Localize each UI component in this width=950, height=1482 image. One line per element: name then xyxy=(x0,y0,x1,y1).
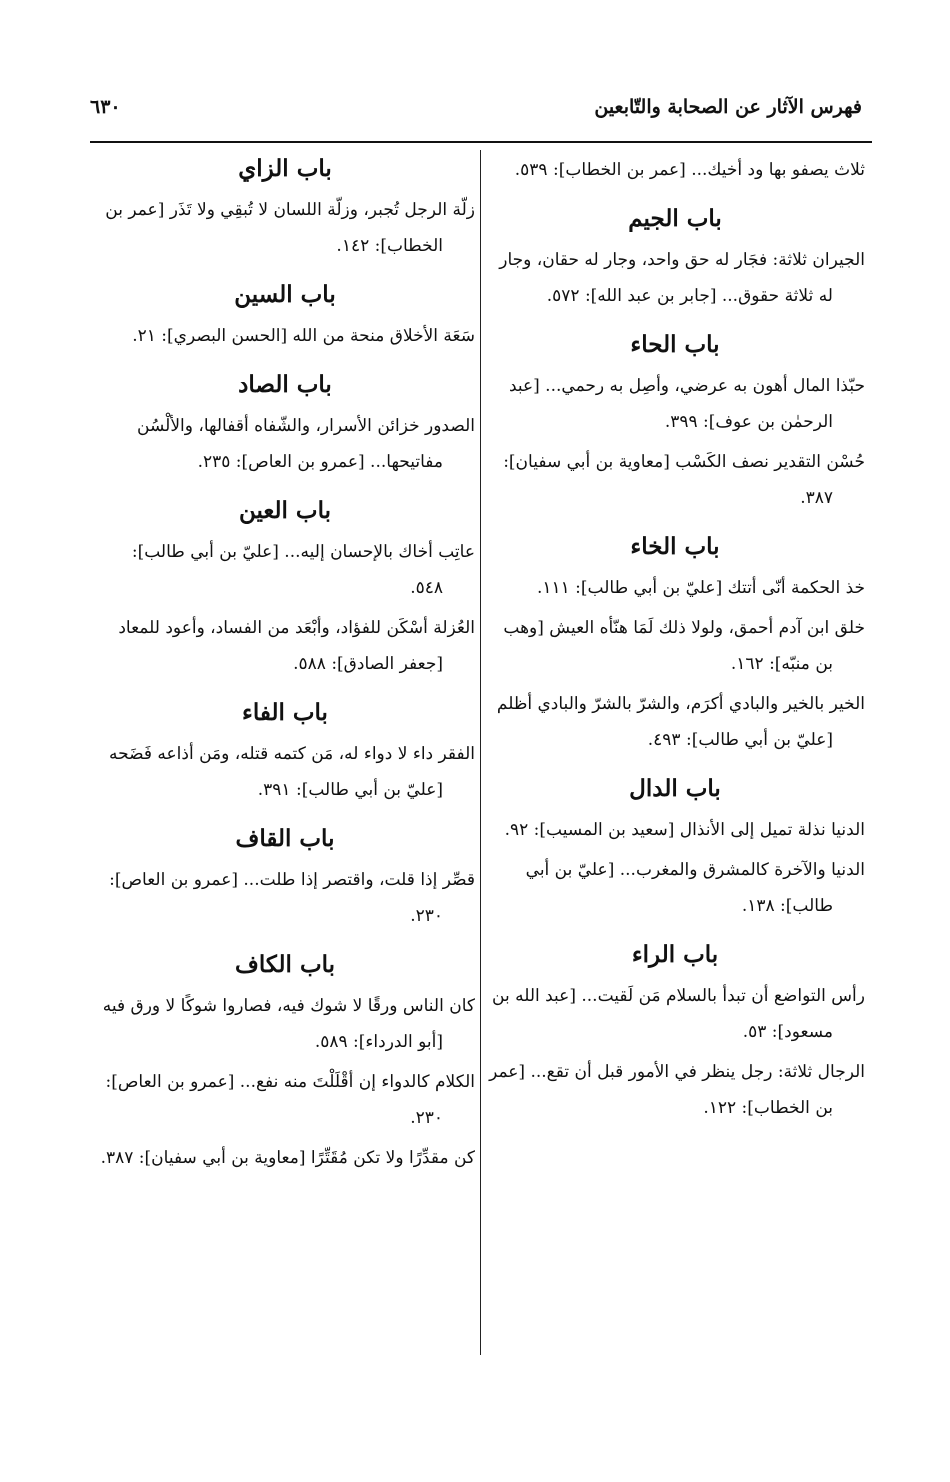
index-entry: العُزلة أسْكَن للفؤاد، وأبْعَد من الفساد، وأعود للمعاد [جعفر الصادق]: ٥٨٨. xyxy=(118,618,475,674)
index-entry: كن مقدِّرًا ولا تكن مُقَتِّرًا [معاوية بن أبي سفيان]: ٣٨٧. xyxy=(100,1148,475,1168)
section-heading: باب العين xyxy=(238,497,331,524)
left-column xyxy=(95,150,475,1180)
section-heading: باب الدال xyxy=(629,775,721,802)
section-heading: باب الفاء xyxy=(242,699,328,726)
index-entry: رأس التواضع أن تبدأ بالسلام مَن لَقيت... [عبد الله بن مسعود]: ٥٣. xyxy=(492,986,865,1042)
index-entry: الدنيا نذلة تميل إلى الأنذال [سعيد بن المسيب]: ٩٢. xyxy=(504,820,865,840)
index-entry: الفقر داء لا دواء له، مَن كتمه قتله، ومَن أذاعه فَضَحه [عليّ بن أبي طالب]: ٣٩١. xyxy=(109,744,475,800)
page-number: ٦٣٠ xyxy=(90,96,121,118)
index-entry: الجيران ثلاثة: فجَار له حق واحد، وجار له حقان، وجار له ثلاثة حقوق... [جابر بن عبد الله]: ٥٧٢. xyxy=(499,250,865,306)
index-entry: الدنيا والآخرة كالمشرق والمغرب... [عليّ بن أبي طالب]: ١٣٨. xyxy=(525,860,865,916)
section-heading: باب الصاد xyxy=(238,371,332,398)
index-entry: سَعَة الأخلاق منحة من الله [الحسن البصري]: ٢١. xyxy=(132,326,475,346)
index-entry: خذ الحكمة أنّى أتتك [عليّ بن أبي طالب]: ١١١. xyxy=(536,578,865,598)
page-header xyxy=(90,96,862,136)
section-heading: باب السين xyxy=(234,281,336,308)
index-entry: ثلاث يصفو بها ود أخيك... [عمر بن الخطاب]: ٥٣٩. xyxy=(514,160,865,180)
header-title: فهرس الآثار عن الصحابة والتّابعين xyxy=(594,96,862,118)
index-entry: قصِّر إذا قلت، واقتصر إذا طلت... [عمرو بن العاص]: ٢٣٠. xyxy=(109,870,475,926)
index-entry: الصدور خزائن الأسرار، والشّفاه أقفالها، والألْسُن مفاتيحها... [عمرو بن العاص]: ٢٣٥. xyxy=(137,416,475,472)
index-entry: الرجال ثلاثة: رجل ينظر في الأمور قبل أن تقع... [عمر بن الخطاب]: ١٢٢. xyxy=(489,1062,865,1118)
section-heading: باب القاف xyxy=(235,825,335,852)
right-column xyxy=(485,150,865,1130)
index-entry: الخير بالخير والبادي أكرَم، والشرّ بالشرّ والبادي أظلم [عليّ بن أبي طالب]: ٤٩٣. xyxy=(496,694,865,750)
index-entry: حبّذا المال أهون به عرضي، وأصِل به رحمي... [عبد الرحمٰن بن عوف]: ٣٩٩. xyxy=(508,376,865,432)
section-heading: باب الحاء xyxy=(630,331,720,358)
section-heading: باب الجيم xyxy=(628,205,722,232)
index-entry: حُسْن التقدير نصف الكَسْب [معاوية بن أبي سفيان]: ٣٨٧. xyxy=(503,452,865,508)
column-divider xyxy=(480,150,481,1355)
header-rule xyxy=(90,141,872,143)
section-heading: باب الكاف xyxy=(234,951,336,978)
index-entry: عاتِب أخاك بالإحسان إليه... [عليّ بن أبي طالب]: ٥٤٨. xyxy=(131,542,475,598)
index-entry: زلّة الرجل تُجبر، وزلّة اللسان لا تُبقِي ولا تَذَر [عمر بن الخطاب]: ١٤٢. xyxy=(105,200,475,256)
section-heading: باب الراء xyxy=(631,941,719,968)
index-entry: خلق ابن آدم أحمق، ولولا ذلك لَمَا هنّأه العيش [وهب بن منبّه]: ١٦٢. xyxy=(503,618,865,674)
index-entry: الكلام كالدواء إن أقْلَلْتَ منه نفع... [عمرو بن العاص]: ٢٣٠. xyxy=(105,1072,475,1128)
section-heading: باب الزاي xyxy=(238,155,332,182)
index-entry: كان الناس ورقًا لا شوك فيه، فصاروا شوكًا لا ورق فيه [أبو الدرداء]: ٥٨٩. xyxy=(102,996,475,1052)
section-heading: باب الخاء xyxy=(630,533,720,560)
